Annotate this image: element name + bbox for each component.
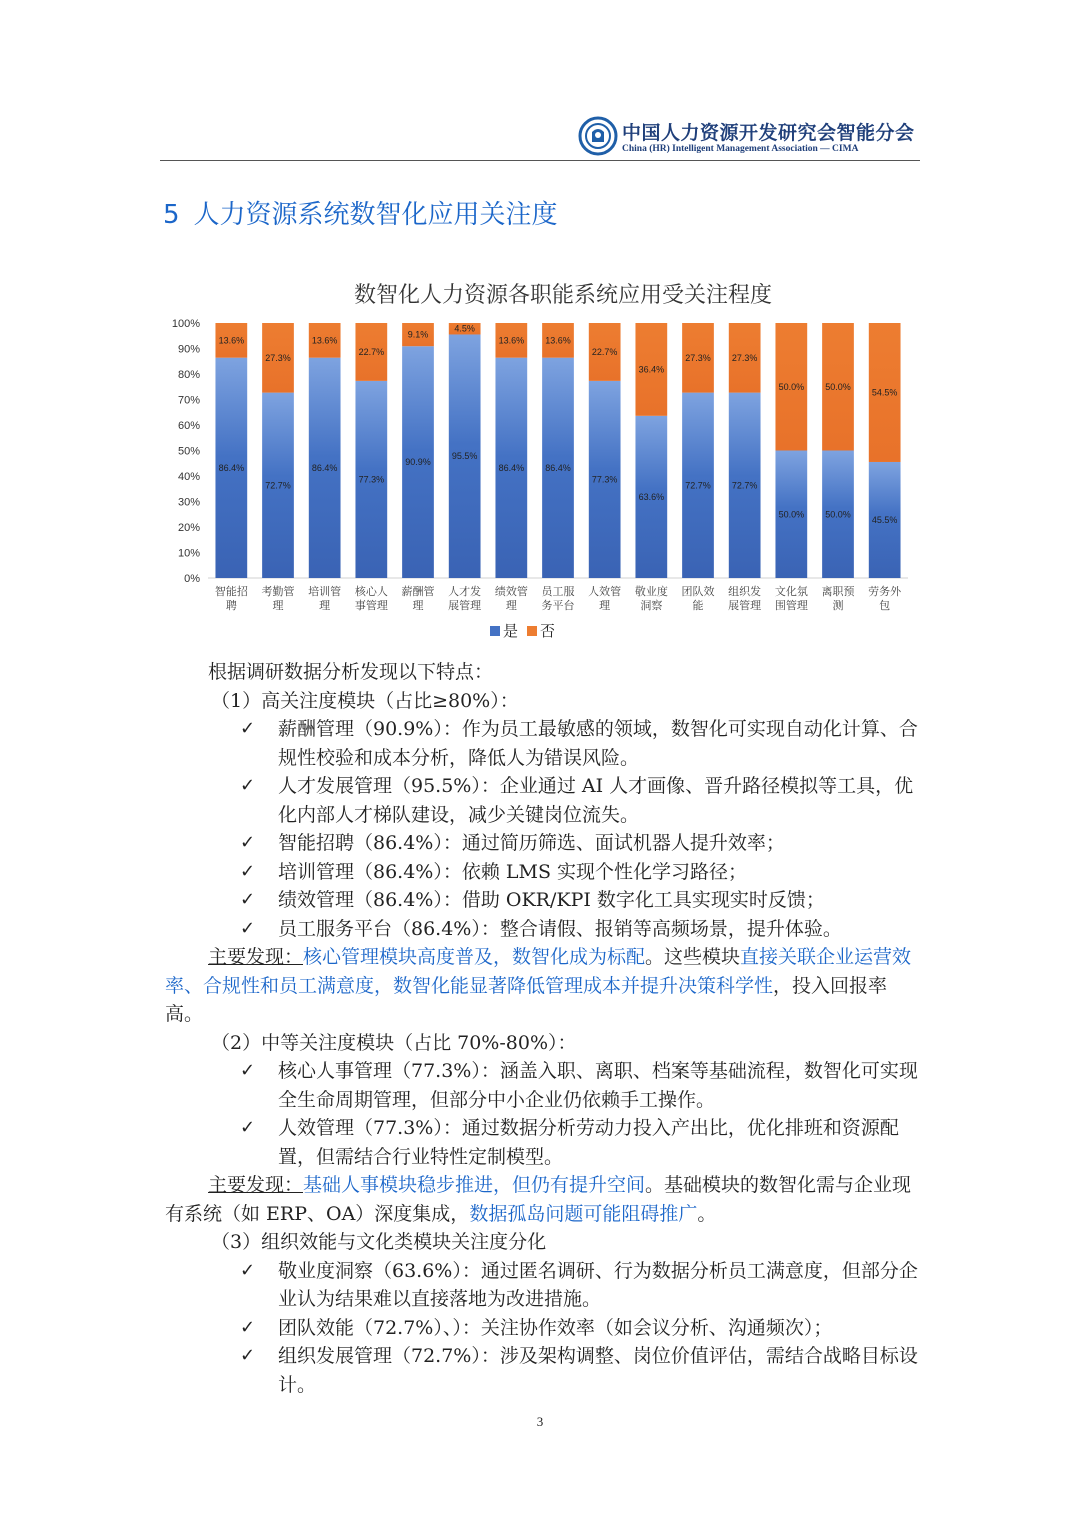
x-category-label: 包 (879, 599, 891, 612)
y-tick-label: 50% (177, 445, 200, 458)
bar-yes-label: 50.0% (778, 509, 805, 520)
bullet-text: 核心人事管理（77.3%）：涵盖入职、离职、档案等基础流程，数智化可实现全生命周期管理，但部分中小企业仍依赖手工操作。 (278, 1060, 918, 1111)
bullet-item (165, 1114, 920, 1171)
x-category-label: 洞察 (640, 599, 663, 612)
group3-heading: （3）组织效能与文化类模块关注度分化 (211, 1231, 547, 1253)
x-category-label: 组织发 (728, 585, 762, 598)
bullet-item (165, 772, 920, 829)
y-tick-label: 40% (177, 471, 200, 483)
check-icon: ✓ (240, 832, 256, 853)
x-category-label: 理 (599, 599, 611, 612)
chart-title: 数智化人力资源各职能系统应用受关注程度 (353, 283, 773, 308)
stacked-bar-chart (160, 268, 920, 653)
y-tick-label: 100% (171, 318, 200, 330)
bullet-text: 团队效能（72.7%）、）：关注协作效率（如会议分析、沟通频次）； (278, 1316, 833, 1339)
bullet-item (165, 915, 920, 944)
body-text (165, 658, 920, 1399)
y-tick-label: 80% (177, 369, 200, 381)
bar-yes-label: 77.3% (358, 474, 385, 485)
x-category-label: 理 (505, 599, 517, 612)
x-axis-categories (215, 584, 902, 612)
x-category-label: 员工服 (541, 585, 575, 598)
bar-no-label: 50.0% (778, 381, 805, 392)
bars-group (215, 323, 900, 578)
check-icon: ✓ (240, 889, 256, 910)
bar-yes-label: 86.4% (498, 462, 525, 473)
bar-yes-label: 86.4% (311, 462, 338, 473)
finding-highlight: 核心管理模块高度普及，数智化成为标配 (303, 946, 646, 968)
finding-highlight: 基础人事模块稳步推进，但仍有提升空间 (303, 1174, 646, 1196)
bar-yes-label: 90.9% (405, 457, 431, 468)
bar-yes-label: 86.4% (218, 462, 245, 473)
page-number: 3 (536, 1414, 544, 1429)
x-category-label: 核心人 (354, 585, 388, 598)
bullet-text: 培训管理（86.4%）：依赖 LMS 实现个性化学习路径； (278, 860, 748, 883)
bullet-item (165, 715, 920, 772)
y-tick-label: 30% (177, 496, 200, 509)
x-category-label: 培训管 (308, 585, 342, 598)
bar-yes-label: 77.3% (591, 474, 618, 485)
bullet-item (165, 1257, 920, 1314)
bar-no-label: 22.7% (358, 346, 385, 357)
org-name-cn: 中国人力资源开发研究会智能分会 (622, 122, 915, 144)
legend-label-no: 否 (540, 622, 556, 640)
x-category-label: 聘 (225, 599, 237, 612)
bar-yes-label: 72.7% (731, 480, 758, 491)
group3-bullets (165, 1257, 920, 1400)
bullet-text: 组织发展管理（72.7%）：涉及架构调整、岗位价值评估，需结合战略目标设计。 (278, 1345, 918, 1396)
x-category-label: 事管理 (354, 599, 388, 612)
x-category-label: 人才发 (448, 585, 482, 598)
check-icon: ✓ (240, 718, 256, 739)
bar-no-label: 54.5% (871, 387, 898, 398)
bar-yes-label: 95.5% (451, 451, 478, 462)
bar-yes-label: 86.4% (545, 462, 571, 473)
section-number: 5 (163, 200, 180, 230)
bullet-text: 人才发展管理（95.5%）：企业通过 AI 人才画像、晋升路径模拟等工具，优化内部人才梯队建设，减少关键岗位流失。 (278, 775, 914, 826)
association-logo-icon (578, 116, 618, 156)
x-category-label: 劳务外 (868, 585, 902, 598)
bullet-text: 智能招聘（86.4%）：通过简历筛选、面试机器人提升效率； (278, 832, 785, 854)
section-title-text: 人力资源系统数智化应用关注度 (193, 200, 558, 230)
bullet-text: 薪酬管理（90.9%）：作为员工最敏感的领域，数智化可实现自动化计算、合规性校验和成本分析，降低人为错误风险。 (278, 718, 918, 769)
bullet-item (165, 886, 920, 915)
x-category-label: 离职预 (821, 585, 855, 598)
bullet-text: 敬业度洞察（63.6%）：通过匿名调研、行为数据分析员工满意度，但部分企业认为结果难以直接落地为改进措施。 (278, 1259, 918, 1310)
x-category-label: 理 (272, 599, 284, 612)
legend-swatch-yes (490, 626, 500, 636)
finding-label: 主要发现： (208, 946, 304, 968)
bar-yes-label: 72.7% (685, 480, 711, 491)
bar-no-label: 27.3% (731, 352, 758, 363)
bar-no-label: 13.6% (545, 335, 571, 346)
group1-finding (165, 943, 920, 1029)
finding-end: 。 (697, 1202, 717, 1225)
check-icon: ✓ (240, 917, 256, 939)
check-icon: ✓ (240, 1259, 256, 1281)
x-category-label: 考勤管 (261, 585, 295, 598)
chart-legend (490, 622, 555, 640)
x-category-label: 能 (692, 599, 704, 612)
bar-no-label: 27.3% (265, 352, 291, 363)
check-icon: ✓ (240, 1316, 256, 1338)
bar-no-label: 13.6% (311, 335, 338, 346)
bullet-text: 绩效管理（86.4%）：借助 OKR/KPI 数字化工具实现实时反馈； (278, 889, 825, 911)
y-tick-label: 90% (177, 343, 200, 356)
finding-end: ，投入回报率高。 (165, 974, 888, 1025)
bar-yes-label: 63.6% (638, 491, 665, 502)
legend-label-yes: 是 (503, 622, 519, 640)
bar-no-label: 13.6% (498, 335, 525, 346)
x-category-label: 智能招 (214, 585, 248, 598)
page-header (160, 108, 920, 161)
intro-paragraph: 根据调研数据分析发现以下特点： (208, 661, 494, 683)
bar-no-label: 36.4% (638, 364, 665, 375)
x-category-label: 测 (832, 599, 844, 612)
x-category-label: 务平台 (541, 599, 575, 612)
bullet-item (165, 858, 920, 887)
section-title (163, 194, 558, 231)
y-tick-label: 0% (184, 573, 200, 585)
bar-no-label: 9.1% (407, 329, 429, 340)
bullet-text: 人效管理（77.3%）：通过数据分析劳动力投入产出比，优化排班和资源配置，但需结合行业特性定制模型。 (278, 1117, 899, 1168)
group2-heading: （2）中等关注度模块（占比 70%-80%）： (211, 1031, 577, 1054)
x-category-label: 敬业度 (634, 585, 668, 598)
x-category-label: 展管理 (728, 599, 762, 612)
group2-bullets (165, 1057, 920, 1171)
bar-no-label: 4.5% (454, 323, 475, 334)
legend-swatch-no (527, 626, 537, 636)
bar-no-label: 13.6% (218, 335, 245, 346)
finding-highlight-2: 直接关联企业运营效率、合规性和员工满意度，数智化能显著降低管理成本并提升决策科学性 (165, 946, 912, 997)
check-icon: ✓ (240, 860, 256, 882)
check-icon: ✓ (240, 775, 256, 796)
check-icon: ✓ (240, 1117, 256, 1138)
bar-no-label: 50.0% (825, 381, 851, 392)
y-tick-label: 10% (177, 547, 200, 560)
x-category-label: 团队效 (681, 585, 715, 598)
x-category-label: 围管理 (774, 599, 808, 612)
bar-yes-label: 72.7% (265, 480, 291, 491)
bullet-item (165, 1314, 920, 1343)
x-category-label: 文化氛 (774, 585, 808, 598)
y-tick-label: 70% (177, 394, 200, 407)
bullet-item (165, 1342, 920, 1399)
x-category-label: 展管理 (448, 599, 482, 612)
bar-no-label: 27.3% (685, 352, 711, 363)
finding-label: 主要发现： (208, 1174, 304, 1196)
check-icon: ✓ (240, 1345, 256, 1366)
org-name-en: China (HR) Intelligent Management Association — CIMA (622, 144, 859, 154)
bar-yes-label: 50.0% (825, 509, 851, 520)
x-category-label: 薪酬管 (401, 585, 435, 598)
y-tick-label: 60% (177, 420, 200, 432)
x-category-label: 理 (412, 599, 424, 612)
finding-mid: 。这些模块 (645, 946, 741, 968)
check-icon: ✓ (240, 1060, 256, 1081)
group1-heading: （1）高关注度模块（占比≥80%）： (211, 689, 519, 712)
x-category-label: 绩效管 (494, 585, 528, 598)
finding-highlight-2: 数据孤岛问题可能阻碍推广 (469, 1202, 698, 1225)
group2-finding (165, 1171, 920, 1228)
bar-yes-label: 45.5% (871, 514, 898, 525)
group1-bullets (165, 715, 920, 943)
y-tick-label: 20% (177, 522, 200, 534)
x-category-label: 人效管 (588, 585, 622, 598)
bullet-item (165, 1057, 920, 1114)
bullet-item (165, 829, 920, 858)
bar-no-label: 22.7% (591, 346, 618, 357)
x-category-label: 理 (319, 599, 331, 612)
bullet-text: 员工服务平台（86.4%）：整合请假、报销等高频场景，提升体验。 (278, 917, 842, 940)
finding-mid: 。基础模块的数智化需与企业现有系统（如 ERP、OA）深度集成， (165, 1174, 912, 1225)
